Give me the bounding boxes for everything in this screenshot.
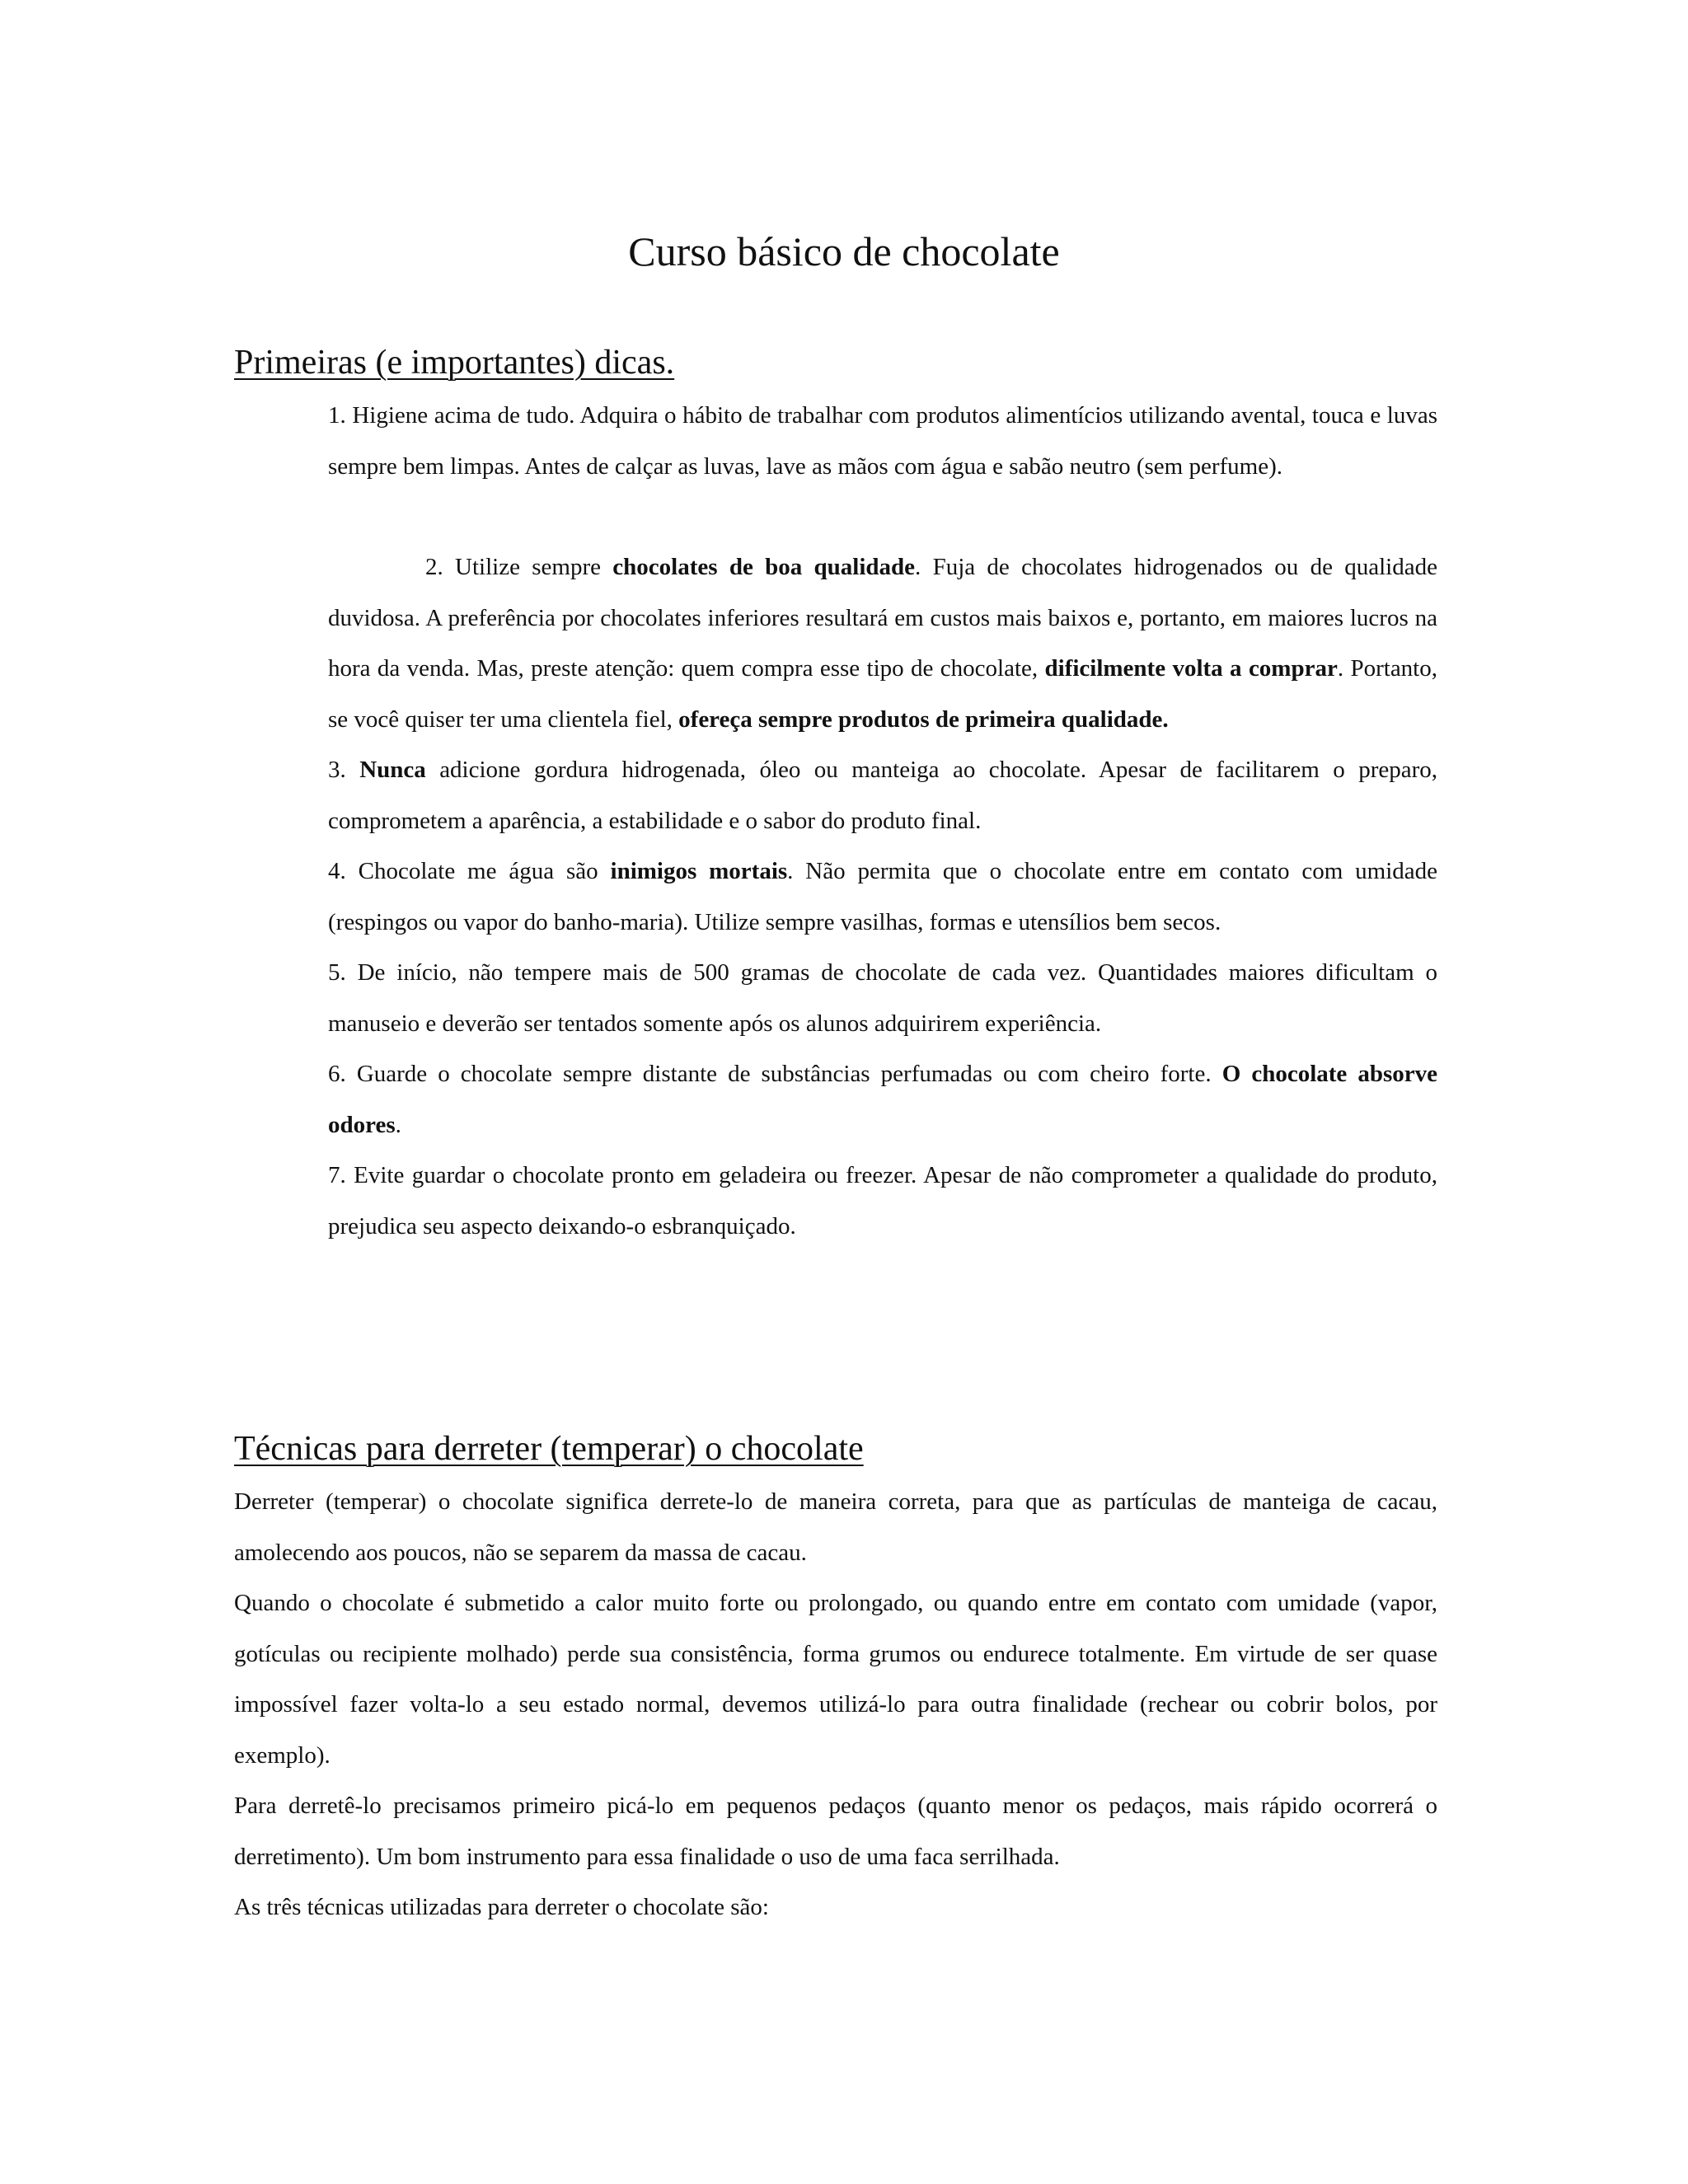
tip-2-emphasis-a: chocolates de boa qualidade [612, 554, 916, 580]
techniques-body [234, 1477, 1437, 1933]
section-heading-tips: Primeiras (e importantes) dicas. [234, 344, 675, 382]
tip-2 [328, 542, 1437, 745]
paragraph-1: Derreter (temperar) o chocolate significa derrete-lo de maneira correta, para que as partículas de manteiga de cacau, amolecendo aos poucos, não se separem da massa de cacau. [234, 1488, 1437, 1566]
tip-1-block [328, 391, 1437, 492]
tip-3 [328, 745, 1437, 846]
tip-3-text-b: adicione gordura hidrogenada, óleo ou manteiga ao chocolate. Apesar de facilitarem o preparo, comprometem a aparência, a estabilidade e o sabor do produto final. [328, 757, 1438, 834]
tip-7: 7. Evite guardar o chocolate pronto em geladeira ou freezer. Apesar de não comprometer a qualidade do produto, prejudica seu aspecto deixando-o esbranquiçado. [328, 1162, 1437, 1240]
tip-6 [328, 1049, 1437, 1151]
tip-1: 1. Higiene acima de tudo. Adquira o hábito de trabalhar com produtos alimentícios utilizando avental, touca e luvas sempre bem limpas. Antes de calçar as luvas, lave as mãos com água e sabão neutro (sem perfume). [328, 402, 1437, 480]
paragraph-4: As três técnicas utilizadas para derreter o chocolate são: [234, 1894, 769, 1920]
tip-2-emphasis-b: dificilmente volta a comprar [1044, 655, 1338, 682]
tip-4-text-b: . Não permita que o chocolate entre em contato com umidade (respingos ou vapor do banho-maria). Utilize sempre vasilhas, formas e utensílios bem secos. [328, 858, 1438, 935]
tips-list [328, 542, 1437, 1252]
tip-2-text-b: . Fuja de chocolates hidrogenados ou de qualidade duvidosa. A preferência por chocolates inferiores resultará em custos mais baixos e, portanto, em maiores lucros na hora da venda. Mas, preste atenção: quem compra esse tipo de chocolate, [328, 554, 1437, 682]
tip-2-text-c: . Portanto, se você quiser ter uma clientela fiel, [328, 655, 1437, 733]
tip-6-emphasis: O chocolate absorve odores [328, 1061, 1438, 1138]
tip-2-emphasis-c: ofereça sempre produtos de primeira qualidade. [678, 705, 1169, 733]
tip-3-emphasis: Nunca [359, 757, 426, 783]
section-heading-techniques: Técnicas para derreter (temperar) o chocolate [234, 1430, 864, 1468]
tip-5: 5. De início, não tempere mais de 500 gramas de chocolate de cada vez. Quantidades maiores dificultam o manuseio e deverão ser tentados somente após os alunos adquirirem experiência. [328, 959, 1437, 1037]
tip-6-text-a: 6. Guarde o chocolate sempre distante de substâncias perfumadas ou com cheiro forte. [328, 1061, 1222, 1087]
tip-4 [328, 846, 1437, 948]
tip-4-text-a: 4. Chocolate me água são [328, 858, 611, 884]
paragraph-3: Para derretê-lo precisamos primeiro picá-lo em pequenos pedaços (quanto menor os pedaços, mais rápido ocorrerá o derretimento). Um bom instrumento para essa finalidade o uso de uma faca serrilhada. [234, 1793, 1437, 1870]
tip-3-text-a: 3. [328, 757, 360, 783]
tip-6-text-b: . [395, 1111, 401, 1138]
tip-4-emphasis: inimigos mortais [610, 858, 788, 884]
page-title: Curso básico de chocolate [628, 228, 1060, 274]
paragraph-2: Quando o chocolate é submetido a calor muito forte ou prolongado, ou quando entre em contato com umidade (vapor, gotículas ou recipiente molhado) perde sua consistência, forma grumos ou endurece totalmente. Em virtude de ser quase impossível fazer volta-lo a seu estado normal, devemos utilizá-lo para outra finalidade (rechear ou cobrir bolos, por exemplo). [234, 1590, 1437, 1769]
tip-2-text-a: 2. Utilize sempre [425, 554, 613, 580]
